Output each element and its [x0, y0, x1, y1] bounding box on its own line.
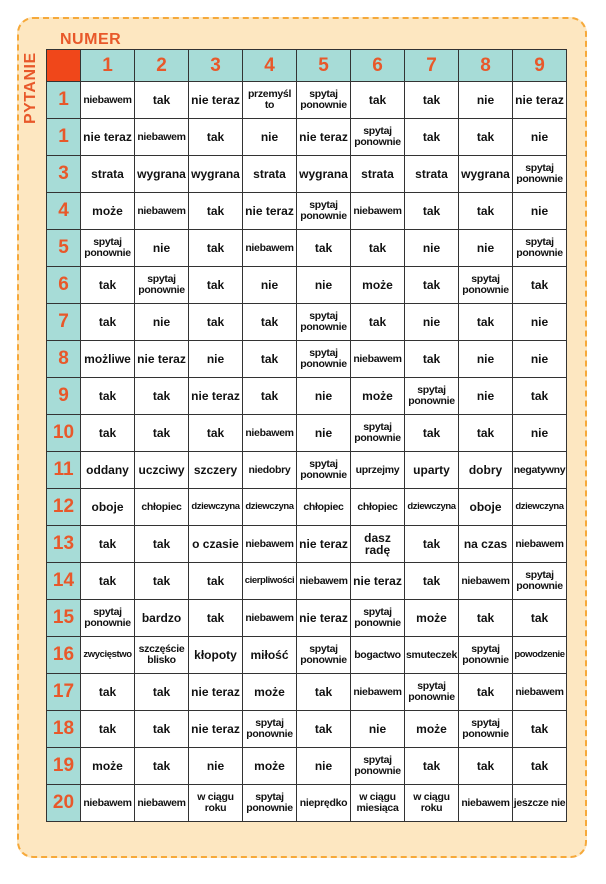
- answer-cell: spytaj ponownie: [81, 230, 135, 267]
- answer-cell: tak: [405, 267, 459, 304]
- answer-cell: może: [243, 748, 297, 785]
- answer-cell: tak: [81, 378, 135, 415]
- answer-cell: niebawem: [135, 193, 189, 230]
- answer-cell: strata: [81, 156, 135, 193]
- answer-cell: nie: [135, 304, 189, 341]
- answer-cell: spytaj ponownie: [513, 156, 567, 193]
- answer-cell: może: [81, 193, 135, 230]
- numer-label: NUMER: [60, 31, 122, 48]
- row-header: 8: [47, 341, 81, 378]
- answer-cell: niebawem: [351, 341, 405, 378]
- answer-cell: spytaj ponownie: [297, 304, 351, 341]
- table-row: [47, 452, 567, 489]
- answer-cell: niebawem: [459, 563, 513, 600]
- answer-cell: tak: [81, 304, 135, 341]
- answer-cell: nie teraz: [513, 82, 567, 119]
- answer-cell: nie: [513, 341, 567, 378]
- answer-cell: dziewczyna: [189, 489, 243, 526]
- row-header: 9: [47, 378, 81, 415]
- answer-cell: tak: [81, 563, 135, 600]
- answer-cell: nie: [405, 304, 459, 341]
- row-header: 7: [47, 304, 81, 341]
- answer-cell: niebawem: [243, 230, 297, 267]
- answer-cell: tak: [513, 711, 567, 748]
- answer-cell: tak: [81, 674, 135, 711]
- row-header: 15: [47, 600, 81, 637]
- answer-cell: nie teraz: [81, 119, 135, 156]
- answer-cell: tak: [405, 748, 459, 785]
- answer-cell: nie teraz: [189, 711, 243, 748]
- answer-cell: oboje: [81, 489, 135, 526]
- answer-cell: nie teraz: [297, 526, 351, 563]
- answer-cell: tak: [459, 748, 513, 785]
- answer-cell: spytaj ponownie: [513, 563, 567, 600]
- column-header: 5: [297, 50, 351, 82]
- answer-cell: nie: [459, 341, 513, 378]
- corner-cell: [47, 50, 81, 82]
- answer-cell: nie: [459, 82, 513, 119]
- answer-cell: uparty: [405, 452, 459, 489]
- answer-cell: strata: [243, 156, 297, 193]
- column-header: 4: [243, 50, 297, 82]
- row-header: 3: [47, 156, 81, 193]
- row-header: 18: [47, 711, 81, 748]
- answer-cell: negatywny: [513, 452, 567, 489]
- table-row: [47, 119, 567, 156]
- answer-cell: może: [81, 748, 135, 785]
- answer-cell: spytaj ponownie: [297, 193, 351, 230]
- table-row: [47, 785, 567, 822]
- answer-cell: tak: [351, 230, 405, 267]
- answer-cell: tak: [405, 193, 459, 230]
- answer-cell: niebawem: [243, 600, 297, 637]
- answer-cell: tak: [297, 230, 351, 267]
- answer-cell: tak: [513, 267, 567, 304]
- answer-cell: może: [405, 711, 459, 748]
- answer-cell: uprzejmy: [351, 452, 405, 489]
- answer-cell: tak: [135, 82, 189, 119]
- answer-cell: bardzo: [135, 600, 189, 637]
- column-header: 1: [81, 50, 135, 82]
- answer-cell: nie: [243, 267, 297, 304]
- answer-cell: nie: [297, 415, 351, 452]
- row-header: 13: [47, 526, 81, 563]
- answer-cell: spytaj ponownie: [513, 230, 567, 267]
- answer-cell: tak: [243, 341, 297, 378]
- answer-cell: spytaj ponownie: [243, 711, 297, 748]
- answer-cell: spytaj ponownie: [81, 600, 135, 637]
- answer-cell: tak: [135, 415, 189, 452]
- table-row: [47, 563, 567, 600]
- table-row: [47, 341, 567, 378]
- row-header: 11: [47, 452, 81, 489]
- table-row: [47, 674, 567, 711]
- answer-cell: nie: [297, 267, 351, 304]
- answer-cell: tak: [405, 563, 459, 600]
- answer-cell: oddany: [81, 452, 135, 489]
- answer-cell: spytaj ponownie: [243, 785, 297, 822]
- row-header: 4: [47, 193, 81, 230]
- answer-cell: strata: [351, 156, 405, 193]
- table-row: [47, 267, 567, 304]
- answer-cell: niebawem: [243, 415, 297, 452]
- answer-cell: nie teraz: [135, 341, 189, 378]
- answer-cell: powodzenie: [513, 637, 567, 674]
- answer-cell: tak: [405, 526, 459, 563]
- answer-cell: dobry: [459, 452, 513, 489]
- column-header: 3: [189, 50, 243, 82]
- answer-cell: nie teraz: [189, 82, 243, 119]
- answer-cell: spytaj ponownie: [351, 600, 405, 637]
- answer-cell: tak: [513, 748, 567, 785]
- answer-cell: nie: [189, 748, 243, 785]
- table-row: [47, 82, 567, 119]
- answer-cell: wygrana: [297, 156, 351, 193]
- answer-cell: nie teraz: [297, 600, 351, 637]
- answer-cell: tak: [81, 526, 135, 563]
- answer-cell: bogactwo: [351, 637, 405, 674]
- answer-cell: spytaj ponownie: [297, 341, 351, 378]
- answer-cell: tak: [405, 119, 459, 156]
- answer-cell: nie: [459, 230, 513, 267]
- row-header: 6: [47, 267, 81, 304]
- answer-cell: spytaj ponownie: [459, 711, 513, 748]
- answer-cell: nie: [405, 230, 459, 267]
- answer-cell: tak: [189, 267, 243, 304]
- answer-cell: tak: [459, 304, 513, 341]
- table-row: [47, 156, 567, 193]
- answer-cell: chłopiec: [135, 489, 189, 526]
- row-header: 19: [47, 748, 81, 785]
- answer-cell: zwycięstwo: [81, 637, 135, 674]
- answer-cell: spytaj ponownie: [135, 267, 189, 304]
- answer-cell: tak: [81, 711, 135, 748]
- answer-cell: spytaj ponownie: [297, 452, 351, 489]
- answer-cell: niebawem: [351, 193, 405, 230]
- answer-cell: chłopiec: [297, 489, 351, 526]
- answer-cell: nie: [297, 378, 351, 415]
- answer-cell: nie teraz: [351, 563, 405, 600]
- row-header: 10: [47, 415, 81, 452]
- answer-cell: tak: [351, 304, 405, 341]
- answer-cell: miłość: [243, 637, 297, 674]
- answer-cell: wygrana: [189, 156, 243, 193]
- answer-cell: nie: [513, 119, 567, 156]
- answer-cell: tak: [459, 600, 513, 637]
- row-header: 20: [47, 785, 81, 822]
- answer-cell: niebawem: [243, 526, 297, 563]
- answer-cell: w ciągu miesiąca: [351, 785, 405, 822]
- row-header: 14: [47, 563, 81, 600]
- answer-cell: może: [405, 600, 459, 637]
- answer-cell: tak: [135, 563, 189, 600]
- answer-cell: tak: [189, 193, 243, 230]
- answer-cell: nie: [513, 304, 567, 341]
- answer-cell: spytaj ponownie: [351, 415, 405, 452]
- answer-cell: spytaj ponownie: [297, 82, 351, 119]
- answer-cell: tak: [459, 119, 513, 156]
- answer-cell: niedobry: [243, 452, 297, 489]
- answer-cell: spytaj ponownie: [405, 674, 459, 711]
- answer-cell: tak: [513, 378, 567, 415]
- answer-cell: nie: [189, 341, 243, 378]
- answer-cell: cierpliwości: [243, 563, 297, 600]
- answer-cell: o czasie: [189, 526, 243, 563]
- answer-cell: tak: [81, 267, 135, 304]
- answer-cell: tak: [459, 674, 513, 711]
- answer-cell: tak: [297, 711, 351, 748]
- answer-cell: może: [243, 674, 297, 711]
- answer-cell: spytaj ponownie: [459, 637, 513, 674]
- answer-cell: nie: [513, 415, 567, 452]
- answer-cell: tak: [243, 304, 297, 341]
- answer-cell: tak: [513, 600, 567, 637]
- answer-cell: uczciwy: [135, 452, 189, 489]
- answer-cell: dziewczyna: [405, 489, 459, 526]
- answer-cell: tak: [405, 82, 459, 119]
- answer-cell: tak: [81, 415, 135, 452]
- answer-cell: nie teraz: [189, 378, 243, 415]
- row-header: 17: [47, 674, 81, 711]
- answer-cell: tak: [351, 82, 405, 119]
- answer-cell: tak: [243, 378, 297, 415]
- answer-cell: może: [351, 378, 405, 415]
- answer-cell: może: [351, 267, 405, 304]
- answer-cell: tak: [135, 674, 189, 711]
- answer-cell: niebawem: [513, 526, 567, 563]
- answer-cell: wygrana: [135, 156, 189, 193]
- column-header: 6: [351, 50, 405, 82]
- answer-cell: spytaj ponownie: [351, 748, 405, 785]
- answer-cell: spytaj ponownie: [351, 119, 405, 156]
- answer-cell: tak: [405, 415, 459, 452]
- answer-cell: tak: [135, 378, 189, 415]
- answer-cell: tak: [189, 563, 243, 600]
- answer-cell: nie: [243, 119, 297, 156]
- answer-cell: niebawem: [135, 785, 189, 822]
- answer-cell: tak: [189, 415, 243, 452]
- answer-cell: szczęście blisko: [135, 637, 189, 674]
- answer-cell: tak: [189, 230, 243, 267]
- answer-cell: nie teraz: [189, 674, 243, 711]
- answer-cell: strata: [405, 156, 459, 193]
- answer-cell: smuteczek: [405, 637, 459, 674]
- answer-cell: szczery: [189, 452, 243, 489]
- column-header: 7: [405, 50, 459, 82]
- answer-cell: nie: [135, 230, 189, 267]
- answer-cell: wygrana: [459, 156, 513, 193]
- table-row: [47, 193, 567, 230]
- answer-cell: niebawem: [81, 82, 135, 119]
- answer-cell: jeszcze nie: [513, 785, 567, 822]
- answer-cell: tak: [459, 193, 513, 230]
- answer-cell: dziewczyna: [513, 489, 567, 526]
- answer-cell: dziewczyna: [243, 489, 297, 526]
- answer-cell: niebawem: [135, 119, 189, 156]
- pytanie-label: [22, 100, 46, 124]
- table-row: [47, 230, 567, 267]
- table-row: [47, 526, 567, 563]
- answer-cell: tak: [135, 711, 189, 748]
- answer-cell: niebawem: [459, 785, 513, 822]
- answer-cell: spytaj ponownie: [405, 378, 459, 415]
- answer-cell: możliwe: [81, 341, 135, 378]
- row-header: 12: [47, 489, 81, 526]
- column-header: 2: [135, 50, 189, 82]
- answer-cell: nie teraz: [243, 193, 297, 230]
- table-row: [47, 378, 567, 415]
- table-row: [47, 600, 567, 637]
- column-header: 8: [459, 50, 513, 82]
- column-header-row: [47, 50, 567, 82]
- answer-cell: tak: [297, 674, 351, 711]
- answer-cell: nie: [513, 193, 567, 230]
- answer-cell: tak: [189, 600, 243, 637]
- answer-cell: przemyśl to: [243, 82, 297, 119]
- answer-cell: tak: [189, 119, 243, 156]
- answer-cell: w ciągu roku: [405, 785, 459, 822]
- column-header: 9: [513, 50, 567, 82]
- answer-cell: tak: [189, 304, 243, 341]
- answer-cell: oboje: [459, 489, 513, 526]
- answer-cell: nieprędko: [297, 785, 351, 822]
- answer-cell: niebawem: [297, 563, 351, 600]
- table-row: [47, 304, 567, 341]
- answer-cell: nie: [459, 378, 513, 415]
- table-row: [47, 748, 567, 785]
- answer-cell: niebawem: [81, 785, 135, 822]
- answer-cell: tak: [135, 526, 189, 563]
- answer-cell: kłopoty: [189, 637, 243, 674]
- answer-cell: niebawem: [351, 674, 405, 711]
- table-row: [47, 637, 567, 674]
- answer-cell: nie: [351, 711, 405, 748]
- answer-table: [46, 49, 567, 822]
- answer-cell: spytaj ponownie: [297, 637, 351, 674]
- answer-cell: w ciągu roku: [189, 785, 243, 822]
- answer-cell: tak: [405, 341, 459, 378]
- row-header: 16: [47, 637, 81, 674]
- answer-cell: nie: [297, 748, 351, 785]
- answer-cell: niebawem: [513, 674, 567, 711]
- answer-cell: tak: [135, 748, 189, 785]
- answer-cell: dasz radę: [351, 526, 405, 563]
- row-header: 1: [47, 119, 81, 156]
- table-row: [47, 415, 567, 452]
- answer-cell: nie teraz: [297, 119, 351, 156]
- row-header: 5: [47, 230, 81, 267]
- table-row: [47, 711, 567, 748]
- answer-cell: chłopiec: [351, 489, 405, 526]
- row-header: 1: [47, 82, 81, 119]
- answer-cell: na czas: [459, 526, 513, 563]
- answer-cell: spytaj ponownie: [459, 267, 513, 304]
- table-row: [47, 489, 567, 526]
- answer-cell: tak: [459, 415, 513, 452]
